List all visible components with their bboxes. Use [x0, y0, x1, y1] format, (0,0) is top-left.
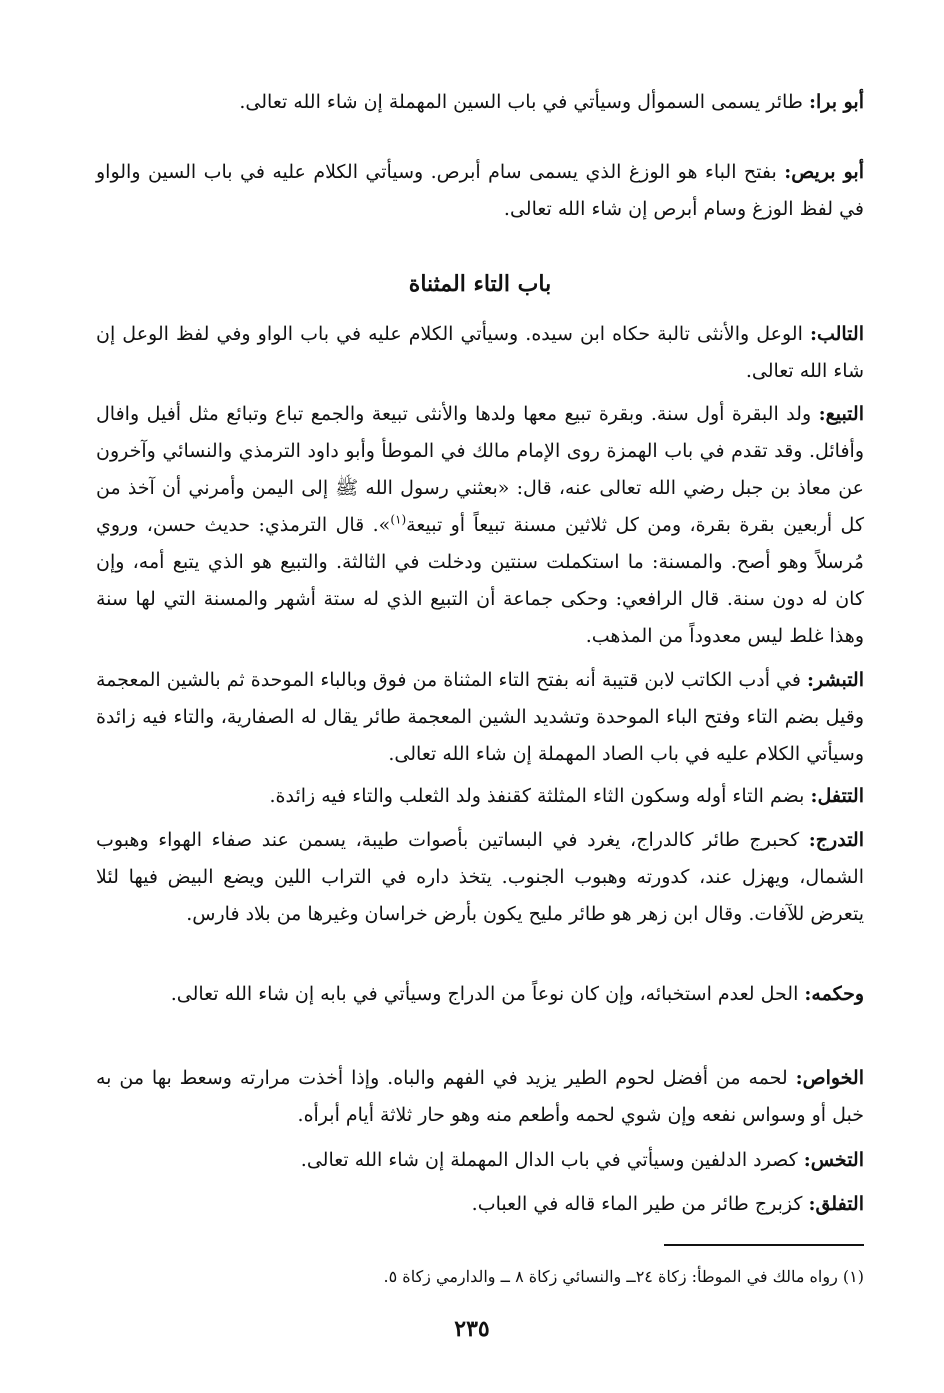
entry-text: طائر يسمى السموأل وسيأتي في باب السين المهملة إن شاء الله تعالى. [239, 91, 809, 113]
entry-text: الوعل والأنثى تالبة حكاه ابن سيده. وسيأتي الكلام عليه في باب الواو وفي لفظ الوعل إن شاء الله تعالى. [96, 323, 864, 382]
entry-term: أبو بريص: [784, 161, 864, 183]
entry-altabashshur [96, 662, 864, 773]
entry-text: كحبرج طائر كالدراج، يغرد في البساتين بأصوات طيبة، يسمن عند صفاء الهواء وهبوب الشمال، ويهزل عند، كدورته وهبوب الجنوب. يتخذ داره في التراب اللين ويضع البيض فيها لئلا يتعرض للآفات. وقال ابن زهر هو طائر مليح يكون بأرض خراسان وغيرها من بلاد فارس. [96, 829, 864, 925]
entry-altatfal [96, 778, 864, 815]
entry-term: التتفل: [810, 785, 864, 807]
footnote-divider [664, 1244, 864, 1246]
section-heading: باب التاء المثناة [408, 271, 552, 297]
entry-altalib [96, 316, 864, 390]
entry-altabi [96, 396, 864, 655]
entry-term: التبشر: [807, 669, 864, 691]
entry-term: الخواص: [795, 1067, 864, 1089]
entry-term: التالب: [809, 323, 864, 345]
page-number: ٢٣٥ [454, 1316, 490, 1342]
entry-text: ولد البقرة أول سنة. وبقرة تبيع معها ولدها والأنثى تبيعة والجمع تباع وتبائع مثل أفيل وافال وأفائل. وقد تقدم في باب الهمزة روى الإمام مالك في الموطأ وأبو داود الترمذي والنسائي وآخرون عن معاذ بن جبل رضي الله تعالى عنه، قال: «بعثني رسول الله ﷺ إلى اليمن وأمرني أن آخذ من كل أربعين بقرة بقرة، ومن كل ثلاثين مسنة تبيعاً أو تبيعة [96, 403, 864, 536]
footnote-marker: (١) [390, 512, 407, 527]
entry-term: وحكمه: [804, 983, 864, 1005]
entry-altafluq [96, 1186, 864, 1223]
entry-text: بفتح الباء هو الوزغ الذي يسمى سام أبرص. وسيأتي الكلام عليه في باب السين والواو في لفظ الوزغ وسام أبرص إن شاء الله تعالى. [96, 161, 864, 220]
footnote: (١) رواه مالك في الموطأ: زكاة ٢٤ــ والنسائي زكاة ٨ ــ والدارمي زكاة ٥. [383, 1267, 864, 1286]
entry-term: التفلق: [808, 1193, 864, 1215]
entry-abu-buraysh [96, 154, 864, 228]
entry-abu-bara [96, 84, 864, 121]
entry-text: في أدب الكاتب لابن قتيبة أنه بفتح التاء المثناة من فوق وبالباء الموحدة ثم بالشين المعجمة وقيل بضم التاء وفتح الباء الموحدة وتشديد الشين المعجمة طائر يقال له الصفارية، والتاء فيه زائدة وسيأتي الكلام عليه في باب الصاد المهملة إن شاء الله تعالى. [96, 669, 864, 765]
entry-text: بضم التاء أوله وسكون الثاء المثلثة كقنفذ ولد الثعلب والتاء فيه زائدة. [269, 785, 811, 807]
entry-text: كصرد الدلفين وسيأتي في باب الدال المهملة إن شاء الله تعالى. [300, 1149, 804, 1171]
entry-text: كزبرج طائر من طير الماء قاله في العباب. [471, 1193, 809, 1215]
entry-altukhas [96, 1142, 864, 1179]
entry-hukmuhu [96, 976, 864, 1013]
entry-term: التخس: [803, 1149, 864, 1171]
entry-term: التدرج: [808, 829, 864, 851]
entry-term: التبيع: [818, 403, 864, 425]
entry-alkhawass [96, 1060, 864, 1134]
entry-term: أبو برا: [808, 91, 864, 113]
entry-text: لحمه من أفضل لحوم الطير يزيد في الفهم والباه. وإذا أخذت مرارته وسعط بها من به خبل أو وسواس نفعه وإن شوي لحمه وأطعم منه وهو حار ثلاثة أيام أبرأه. [96, 1067, 864, 1126]
entry-text: ». قال الترمذي: حديث حسن، وروي مُرسلاً وهو أصح. والمسنة: ما استكملت سنتين ودخلت في الثالثة. والتبيع هو الذي يتبع أمه، وإن كان له دون سنة. قال الرافعي: وحكى جماعة أن التبيع الذي له ستة أشهر والمسنة التي لها سنة وهذا غلط ليس معدوداً من المذهب. [96, 514, 864, 647]
entry-altadruj [96, 822, 864, 933]
entry-text: الحل لعدم استخبائه، وإن كان نوعاً من الدراج وسيأتي في بابه إن شاء الله تعالى. [170, 983, 805, 1005]
